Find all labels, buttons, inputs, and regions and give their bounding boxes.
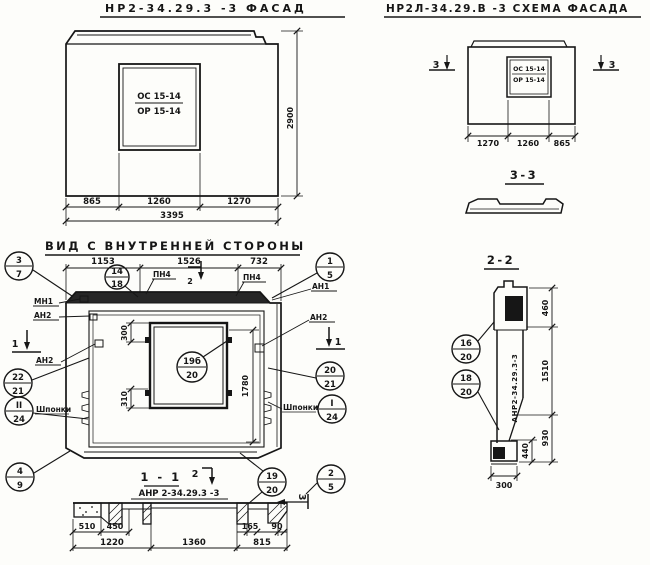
svg-text:3: 3 bbox=[432, 60, 440, 71]
section-3-3 bbox=[466, 168, 563, 213]
facade-title: НР2-34.29.3 -3 ФАСАД bbox=[105, 2, 307, 15]
svg-text:20: 20 bbox=[186, 371, 198, 381]
dim-1780: 1780 bbox=[241, 374, 250, 398]
section-marker-1-right bbox=[316, 327, 345, 349]
svg-text:3: 3 bbox=[16, 256, 22, 266]
dim-1526: 1526 bbox=[177, 257, 201, 267]
window-anchor-plate bbox=[226, 337, 232, 343]
dim-1510: 1510 bbox=[541, 359, 550, 383]
dim-815: 815 bbox=[253, 538, 271, 548]
position-bubble-2-5 bbox=[306, 465, 345, 494]
label-an2-mid: АН2 bbox=[36, 356, 54, 365]
dim-300-base: 300 bbox=[495, 481, 513, 490]
dim-1270: 1270 bbox=[227, 197, 251, 207]
parapet-band bbox=[66, 292, 270, 303]
svg-text:20: 20 bbox=[460, 353, 472, 363]
dim-510: 510 bbox=[78, 522, 96, 531]
facade-view bbox=[63, 2, 345, 226]
label-shponki-right: Шпонки bbox=[283, 403, 319, 412]
section-1-1 bbox=[70, 470, 290, 551]
shear-key bbox=[264, 417, 271, 425]
svg-text:16: 16 bbox=[460, 339, 472, 349]
label-an1: АН1 bbox=[312, 282, 330, 291]
scheme-panel-outline bbox=[468, 47, 575, 124]
dim-460: 460 bbox=[541, 299, 550, 317]
window-anchor-plate bbox=[226, 390, 232, 396]
dim-2900: 2900 bbox=[286, 106, 295, 130]
section-1-1-subtitle: АНР 2-34.29.3 -3 bbox=[138, 489, 220, 499]
svg-text:2: 2 bbox=[328, 469, 334, 479]
window-anchor-plate bbox=[145, 390, 151, 396]
section-2-2-title: 2-2 bbox=[486, 253, 516, 267]
dim-165: 165 bbox=[241, 522, 259, 531]
svg-text:9: 9 bbox=[17, 481, 23, 491]
dim-732: 732 bbox=[250, 257, 268, 267]
svg-text:20: 20 bbox=[324, 366, 336, 376]
dim-450: 450 bbox=[106, 522, 124, 531]
section-marker-3-right bbox=[593, 55, 619, 71]
facade-scheme bbox=[384, 3, 641, 148]
anchor-an2-mid bbox=[95, 340, 103, 347]
svg-text:18: 18 bbox=[111, 280, 123, 290]
position-bubble-16-20 bbox=[452, 322, 494, 363]
svg-text:4: 4 bbox=[17, 467, 23, 477]
svg-text:3: 3 bbox=[296, 493, 307, 501]
position-bubble-I-24 bbox=[318, 395, 346, 423]
label-pn4-left: ПН4 bbox=[153, 270, 171, 279]
position-bubble-19-20 bbox=[240, 453, 286, 504]
dim-1360: 1360 bbox=[182, 538, 206, 548]
dim-310: 310 bbox=[120, 391, 129, 407]
svg-text:20: 20 bbox=[460, 388, 472, 398]
shear-key bbox=[264, 404, 271, 412]
svg-text:3: 3 bbox=[608, 60, 616, 71]
section-3-3-title: 3-3 bbox=[509, 168, 539, 182]
section-marker-3-left bbox=[429, 55, 455, 71]
dim-1260: 1260 bbox=[147, 197, 171, 207]
section-marker-1-left bbox=[12, 330, 41, 352]
svg-text:7: 7 bbox=[16, 270, 22, 280]
svg-text:2: 2 bbox=[187, 277, 193, 286]
position-bubble-3-7 bbox=[5, 252, 72, 296]
svg-text:18: 18 bbox=[460, 374, 472, 384]
panel-stamp: АНР2-34.29.3-3 bbox=[511, 353, 519, 423]
svg-text:21: 21 bbox=[324, 380, 336, 390]
inner-face bbox=[89, 311, 264, 447]
svg-text:20: 20 bbox=[266, 486, 278, 496]
svg-text:24: 24 bbox=[13, 415, 25, 425]
svg-text:I: I bbox=[330, 399, 334, 409]
svg-text:19б: 19б bbox=[183, 357, 201, 367]
svg-text:14: 14 bbox=[111, 267, 123, 277]
dim-440: 440 bbox=[521, 443, 530, 459]
scheme-dim-1270: 1270 bbox=[476, 139, 500, 148]
label-an2-right: АН2 bbox=[310, 313, 328, 322]
svg-text:1: 1 bbox=[11, 339, 19, 350]
svg-text:5: 5 bbox=[327, 271, 333, 281]
scheme-window-mark-bottom: ОР 15-14 bbox=[513, 77, 545, 84]
dim-1153: 1153 bbox=[91, 257, 115, 267]
label-shponki-left: Шпонки bbox=[36, 405, 72, 414]
label-pn4-right: ПН4 bbox=[243, 273, 261, 282]
dim-1220: 1220 bbox=[100, 538, 124, 548]
svg-text:22: 22 bbox=[12, 373, 24, 383]
svg-text:19: 19 bbox=[266, 472, 278, 482]
window-mark-bottom: ОР 15-14 bbox=[137, 107, 181, 117]
inner-view-title: ВИД С ВНУТРЕННЕЙ СТОРОНЫ bbox=[45, 239, 306, 253]
dim-300: 300 bbox=[120, 325, 129, 341]
section-1-1-title: 1 - 1 bbox=[140, 470, 182, 484]
section-3-3-profile bbox=[466, 199, 563, 213]
dim-865: 865 bbox=[83, 197, 101, 207]
position-bubble-19b-20 bbox=[177, 341, 227, 382]
window-frame-section bbox=[505, 296, 523, 321]
svg-text:1: 1 bbox=[327, 257, 333, 267]
shear-key bbox=[82, 391, 89, 399]
svg-text:5: 5 bbox=[328, 483, 334, 493]
section-2-2 bbox=[452, 253, 558, 490]
dim-930: 930 bbox=[541, 429, 550, 447]
window-mark-top: ОС 15-14 bbox=[137, 92, 181, 102]
scheme-title: НР2Л-34.29.В -3 СХЕМА ФАСАДА bbox=[386, 3, 629, 15]
position-bubble-4-9 bbox=[6, 451, 70, 491]
dim-90: 90 bbox=[271, 522, 283, 531]
label-mn1: МН1 bbox=[34, 297, 53, 306]
position-bubble-20-21 bbox=[268, 362, 344, 390]
svg-text:24: 24 bbox=[326, 413, 338, 423]
svg-text:1: 1 bbox=[334, 337, 342, 348]
svg-text:2: 2 bbox=[191, 469, 199, 480]
shear-key bbox=[264, 391, 271, 399]
label-an2-top: АН2 bbox=[34, 311, 52, 320]
svg-text:II: II bbox=[15, 401, 23, 411]
shear-key bbox=[82, 404, 89, 412]
svg-text:21: 21 bbox=[12, 387, 24, 397]
scheme-window-mark-top: ОС 15-14 bbox=[513, 66, 545, 73]
section-marker-3-bottom bbox=[277, 494, 308, 509]
scheme-dim-1260: 1260 bbox=[516, 139, 540, 148]
section-marker-2-bottom bbox=[192, 468, 215, 485]
scheme-dim-865: 865 bbox=[553, 139, 571, 148]
dim-3395: 3395 bbox=[160, 211, 184, 221]
position-bubble-18-20 bbox=[452, 370, 499, 430]
